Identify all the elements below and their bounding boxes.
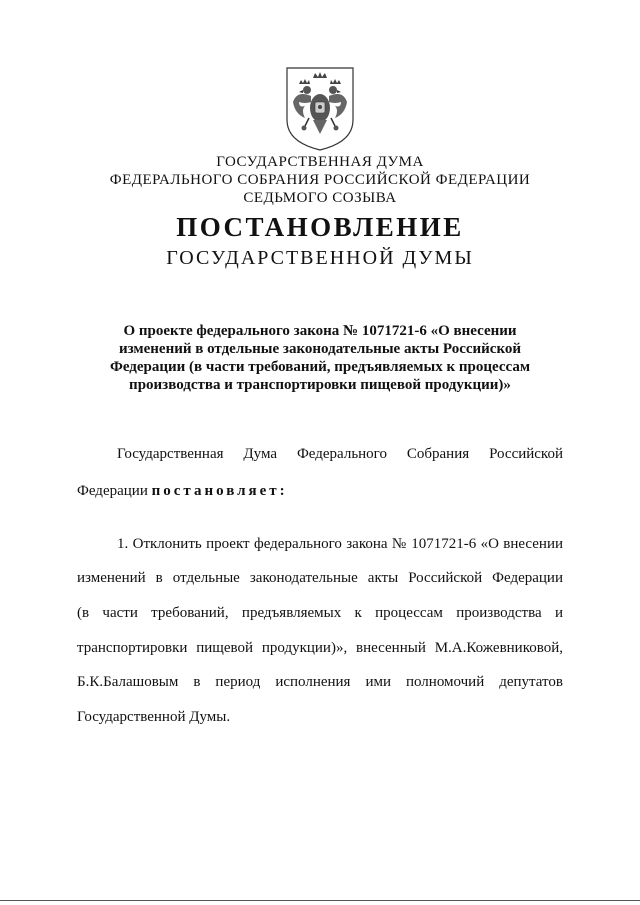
resolves-verb: постановляет: xyxy=(151,483,288,499)
page-bottom-edge xyxy=(0,900,640,901)
paragraph-line: Государственной Думы. xyxy=(77,709,231,725)
convocation-line: СЕДЬМОГО СОЗЫВА xyxy=(243,190,397,206)
document-type-title: ПОСТАНОВЛЕНИЕ xyxy=(176,212,464,242)
paragraph-line: 1. Отклонить проект федерального закона № 1071721-6 «О внесении xyxy=(117,536,563,552)
paragraph-line: транспортировки пищевой продукции)», внесенный М.А.Кожевниковой, xyxy=(77,640,563,656)
preamble-text: Федерации xyxy=(77,483,148,499)
resolution-subject xyxy=(60,322,580,394)
preamble-line xyxy=(77,483,288,500)
paragraph-line: Б.К.Балашовым в период исполнения ими полномочий депутатов xyxy=(77,674,563,690)
paragraph-line: (в части требований, предъявляемых к процессам производства и xyxy=(77,605,563,621)
preamble-line: Государственная Дума Федерального Собрания Российской xyxy=(117,446,563,462)
org-name-line2: ФЕДЕРАЛЬНОГО СОБРАНИЯ РОССИЙСКОЙ ФЕДЕРАЦИИ xyxy=(109,172,531,188)
russian-coat-of-arms-icon xyxy=(275,62,365,154)
subject-line: О проекте федерального закона № 1071721-6 «О внесении xyxy=(123,323,517,339)
subject-line: производства и транспортировки пищевой продукции)» xyxy=(129,377,511,393)
subject-line: Федерации (в части требований, предъявляемых к процессам xyxy=(109,359,531,375)
subject-line: изменений в отдельные законодательные акты Российской xyxy=(118,341,522,357)
document-issuer: ГОСУДАРСТВЕННОЙ ДУМЫ xyxy=(166,247,474,269)
paragraph-line: изменений в отдельные законодательные акты Российской Федерации xyxy=(77,570,563,586)
org-name-line1: ГОСУДАРСТВЕННАЯ ДУМА xyxy=(216,154,424,170)
